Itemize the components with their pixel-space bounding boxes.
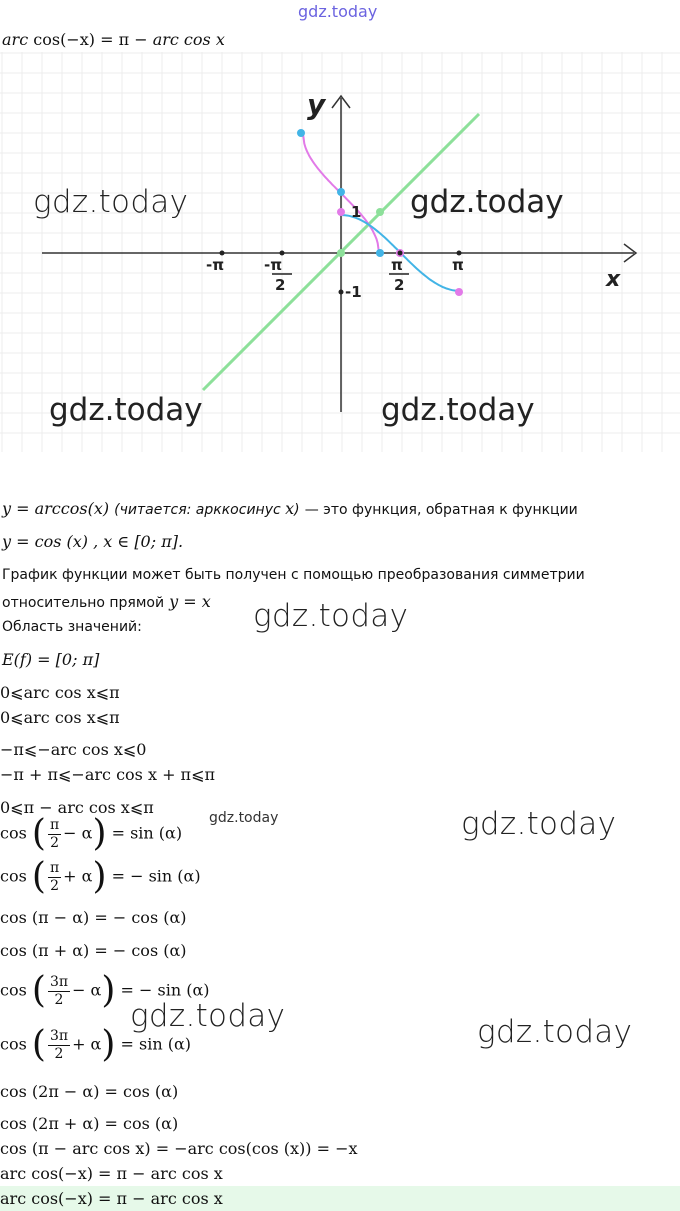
f10-frac — [48, 974, 70, 1007]
formula-top-pi: π — [118, 30, 130, 49]
tick-label-minus-pi-half-den: 2 — [275, 276, 286, 294]
formula-top-eq: = — [100, 30, 114, 49]
point-cos-root — [376, 249, 384, 257]
f11-cos: cos — [0, 1034, 27, 1054]
definition-line-3: График функции может быть получен с помощью преобразования симметрии — [2, 567, 585, 583]
point-cos-zero — [337, 188, 345, 196]
formula-14: cos (π − arc cos x) = −arc cos(cos (x)) = −x — [0, 1139, 358, 1158]
watermark-small: gdz.today — [209, 810, 279, 826]
f11-rhs: = sin (α) — [120, 1034, 191, 1054]
definition-line-2 — [2, 532, 183, 551]
f6-lparen: ( — [31, 813, 46, 854]
formula-top-cos: cos — [33, 30, 61, 49]
tick-label-pi-half-num: π — [391, 256, 403, 274]
f10-num: 3π — [49, 974, 69, 991]
f6-rhs: = sin (α) — [111, 823, 183, 843]
arccos-graph — [0, 52, 680, 452]
formula-15: arc cos(−x) = π − arc cos x — [0, 1164, 223, 1183]
f10-rparen: ) — [101, 970, 116, 1011]
f7-num: π — [49, 860, 60, 877]
watermark-text-1: gdz.today — [253, 598, 409, 634]
tick-label-pi: π — [452, 256, 464, 274]
point-origin — [337, 249, 345, 257]
tick-label-minus-pi-half-num: -π — [264, 256, 283, 274]
point-arccos-one — [337, 208, 345, 216]
formula-top-rhs: arc cos x — [152, 30, 225, 49]
f6-den: 2 — [50, 834, 60, 851]
x-axis-label: x — [606, 267, 621, 292]
range-heading: Область значений: — [2, 619, 142, 635]
f10-alpha: − α — [72, 980, 102, 1000]
formula-top-func: arc — [2, 30, 29, 49]
f7-frac — [48, 860, 61, 893]
point-line-one — [376, 208, 384, 216]
def-math-2: y = cos (x) , x ∈ [0; π]. — [2, 532, 184, 551]
tick-label-one: 1 — [351, 203, 362, 221]
formula-7 — [0, 856, 201, 897]
tick-label-minus-one: -1 — [345, 283, 362, 301]
y-axis-label: y — [307, 88, 326, 121]
formula-13: cos (2π + α) = cos (α) — [0, 1114, 179, 1133]
f10-lparen: ( — [31, 970, 46, 1011]
formula-4: −π + π⩽−arc cos x + π⩽π — [0, 765, 215, 784]
formula-3: −π⩽−arc cos x⩽0 — [0, 740, 147, 759]
f7-rhs: = − sin (α) — [111, 866, 201, 886]
watermark-graph-1: gdz.today — [33, 184, 189, 220]
f10-cos: cos — [0, 980, 27, 1000]
def-line4-math: y = x — [169, 592, 211, 611]
def-x: x — [285, 499, 295, 518]
f11-rparen: ) — [101, 1024, 116, 1065]
formula-12: cos (2π − α) = cos (α) — [0, 1082, 179, 1101]
point-cos-end — [455, 288, 463, 296]
def-italic: читается: арккосинус — [119, 502, 281, 518]
definition-line-4 — [2, 592, 211, 611]
f10-rhs: = − sin (α) — [120, 980, 210, 1000]
definition-line-1: y = arccos(x) (читается: арккосинус x) — это функция, обратная к функции — [2, 499, 578, 518]
f7-alpha: + α — [63, 866, 93, 886]
f6-rparen: ) — [92, 813, 107, 854]
watermark-graph-4: gdz.today — [381, 392, 535, 428]
formula-1: 0⩽arc cos x⩽π — [0, 683, 120, 702]
watermark-text-4: gdz.today — [477, 1014, 633, 1050]
formula-16-answer: arc cos(−x) = π − arc cos x — [0, 1189, 223, 1208]
formula-top — [2, 30, 225, 49]
formula-6 — [0, 813, 183, 854]
formula-8: cos (π − α) = − cos (α) — [0, 908, 187, 927]
tick-half-pi — [398, 251, 403, 256]
f6-num: π — [49, 817, 60, 834]
tick-minus-one — [339, 290, 344, 295]
f6-cos: cos — [0, 823, 27, 843]
range-formula — [2, 650, 99, 669]
watermark-graph-2: gdz.today — [410, 184, 564, 220]
range-formula-text: E(f) = [0; π] — [2, 650, 100, 669]
f7-rparen: ) — [92, 856, 107, 897]
formula-5: 0⩽π − arc cos x⩽π — [0, 798, 154, 817]
f10-den: 2 — [54, 991, 64, 1008]
tick-minus-pi — [220, 251, 225, 256]
f7-lparen: ( — [31, 856, 46, 897]
f7-cos: cos — [0, 866, 27, 886]
f11-alpha: + α — [72, 1034, 102, 1054]
point-arccos-start — [297, 129, 305, 137]
formula-9: cos (π + α) = − cos (α) — [0, 941, 187, 960]
def-math-1: y = arccos(x) — [2, 499, 110, 518]
formula-top-minus: − — [134, 30, 148, 49]
def-rest: — это функция, обратная к функции — [304, 502, 578, 518]
watermark-graph-3: gdz.today — [49, 392, 203, 428]
f11-lparen: ( — [31, 1024, 46, 1065]
f6-alpha: − α — [63, 823, 93, 843]
f7-den: 2 — [50, 877, 60, 894]
watermark-text-2: gdz.today — [461, 806, 617, 842]
formula-2: 0⩽arc cos x⩽π — [0, 708, 120, 727]
f11-num: 3π — [49, 1028, 69, 1045]
tick-label-pi-half-den: 2 — [394, 276, 405, 294]
watermark-text-3: gdz.today — [130, 998, 286, 1034]
tick-pi — [457, 251, 462, 256]
formula-top-arg: (−x) — [60, 30, 95, 49]
tick-minus-half-pi — [280, 251, 285, 256]
watermark-top: gdz.today — [298, 2, 378, 21]
f11-den: 2 — [54, 1045, 64, 1062]
f6-frac — [48, 817, 61, 850]
f11-frac — [48, 1028, 70, 1061]
tick-label-minus-pi: -π — [206, 256, 225, 274]
def-line4-text: относительно прямой — [2, 595, 165, 611]
